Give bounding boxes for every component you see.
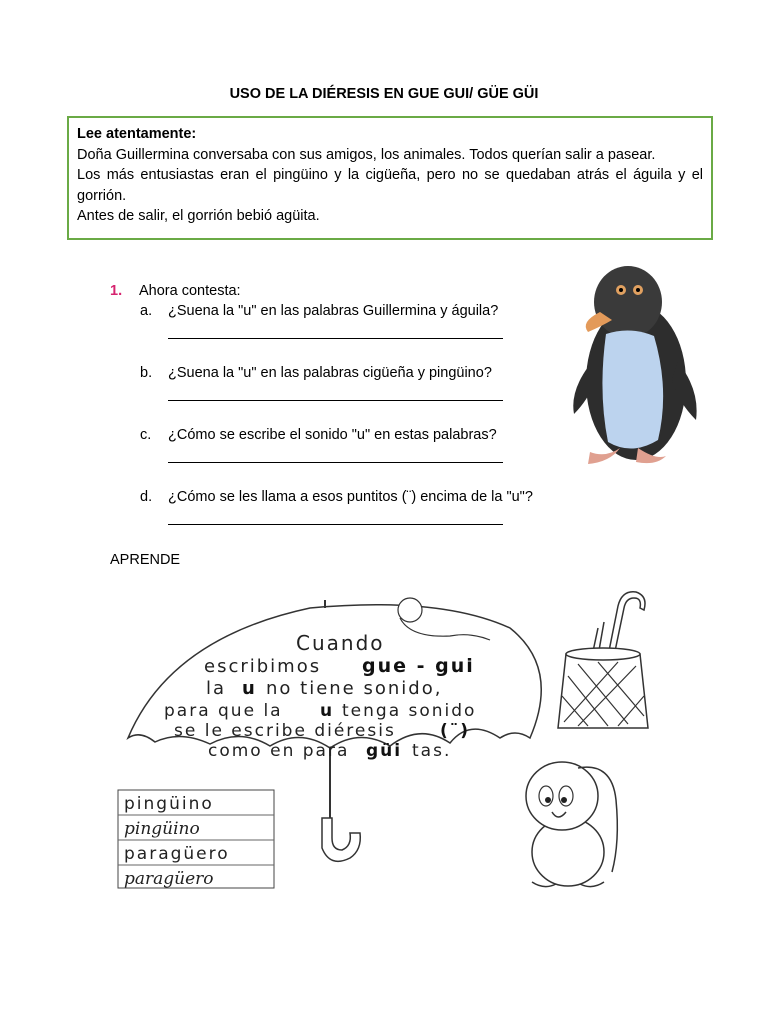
baby-penguin-illustration [512, 752, 632, 892]
reading-paragraph: Doña Guillermina conversaba con sus amigos, los animales. Todos querían salir a pasear. [77, 146, 656, 163]
word-print: pingüino [124, 794, 214, 814]
answer-line[interactable] [168, 338, 503, 339]
question-letter: d. [140, 489, 153, 505]
page-title: USO DE LA DIÉRESIS EN GUE GUI/ GÜE GÜI [229, 86, 539, 102]
word-print: paragüero [124, 844, 230, 864]
word-cursive: pingüino [124, 819, 200, 839]
umbrella-basket-illustration [548, 586, 658, 736]
questions-section [110, 283, 580, 551]
umbrella-text: tas. [412, 741, 452, 761]
aprende-label: APRENDE [110, 552, 181, 568]
question-item-d [110, 489, 580, 551]
reading-box [67, 116, 713, 240]
question-number: 1. [110, 283, 123, 299]
penguin-illustration [566, 262, 702, 472]
umbrella-text: como en para [208, 741, 350, 761]
umbrella-text: Cuando [296, 631, 385, 655]
umbrella-text: para que la [164, 701, 283, 721]
word-cursive: paragüero [124, 869, 214, 889]
answer-line[interactable] [168, 400, 503, 401]
umbrella-text-bold: u [320, 701, 335, 721]
question-text: ¿Suena la "u" en las palabras Guillermina y águila? [168, 303, 499, 319]
answer-line[interactable] [168, 462, 503, 463]
reading-heading: Lee atentamente: [77, 126, 197, 142]
question-text: ¿Suena la "u" en las palabras cigüeña y pingüino? [168, 365, 492, 381]
question-intro [110, 283, 580, 303]
umbrella-text: escribimos [204, 656, 322, 677]
question-intro-text: Ahora contesta: [139, 283, 241, 299]
question-item-a [110, 303, 580, 365]
umbrella-text: no tiene sonido, [266, 678, 443, 699]
umbrella-text: se le escribe diéresis [174, 721, 396, 741]
question-text: ¿Cómo se les llama a esos puntitos (¨) encima de la "u"? [168, 489, 533, 505]
umbrella-text-bold: u [242, 678, 257, 699]
question-letter: c. [140, 427, 152, 443]
umbrella-text: tenga sonido [342, 701, 477, 721]
question-letter: a. [140, 303, 153, 319]
reading-paragraph: Los más entusiastas eran el pingüino y la cigüeña, pero no se quedaban atrás el águila y el gorrión. [77, 167, 703, 204]
umbrella-text-bold: gue - gui [362, 655, 475, 677]
question-text: ¿Cómo se escribe el sonido "u" en estas palabras? [168, 427, 497, 443]
answer-line[interactable] [168, 524, 503, 525]
reading-paragraph: Antes de salir, el gorrión bebió agüita. [77, 208, 320, 224]
umbrella-text-bold: (¨) [440, 721, 471, 741]
umbrella-text: la [206, 678, 227, 699]
question-item-c [110, 427, 580, 489]
umbrella-text-bold: güi [366, 741, 403, 761]
question-item-b [110, 365, 580, 427]
word-strip [114, 788, 278, 890]
question-letter: b. [140, 365, 153, 381]
